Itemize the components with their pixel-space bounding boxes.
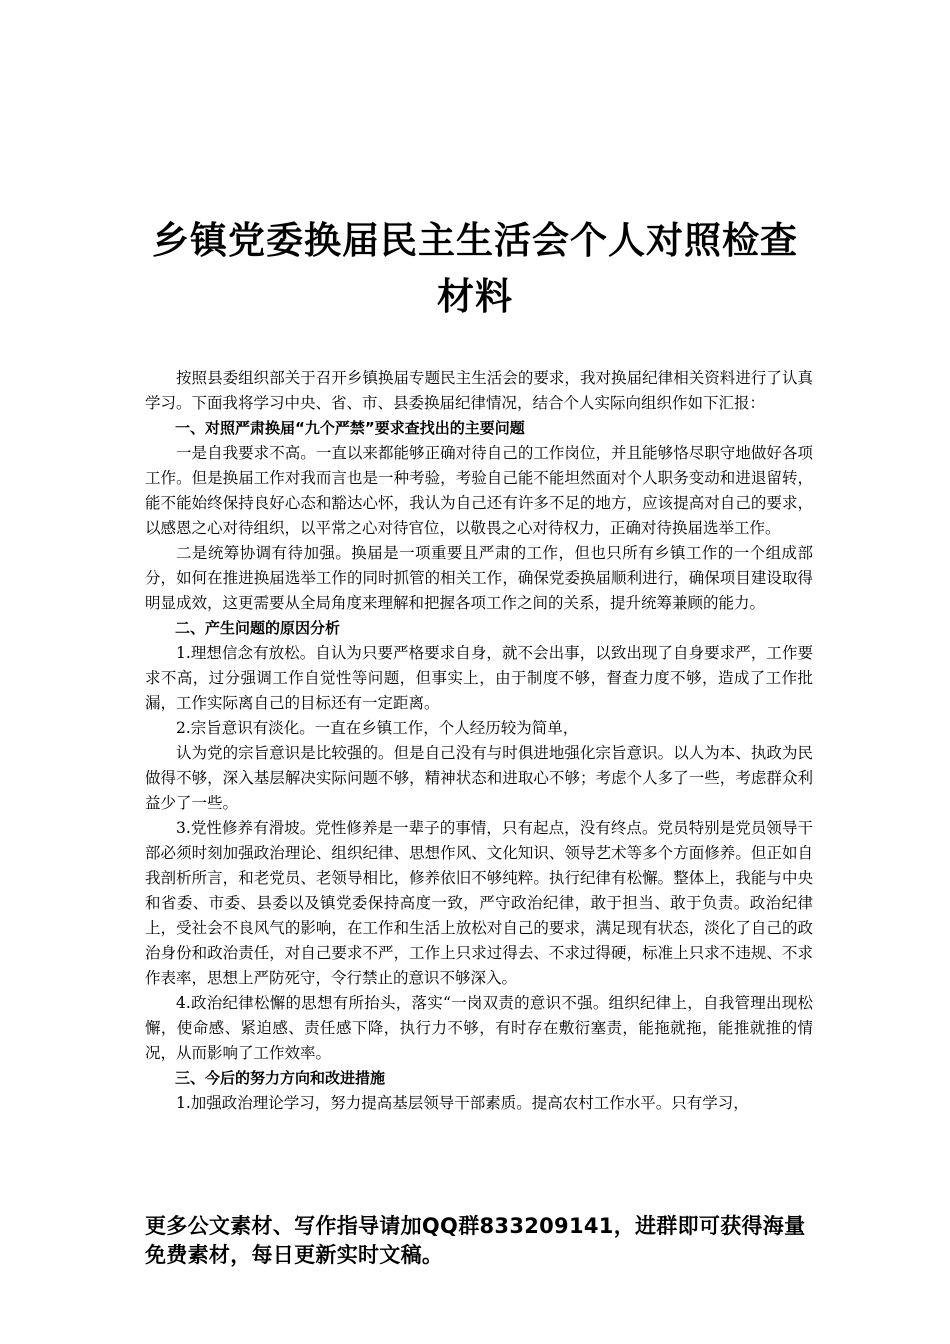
section-1-paragraph-2: 二是统筹协调有待加强。换届是一项重要且严肃的工作，但也只所有乡镇工作的一个组成部分，如何在推进换届选举工作的同时抓管的相关工作，确保党委换届顺利进行，确保项目建设取得明显成效，这更需要从全局角度来理解和把握各项工作之间的关系，提升统筹兼顾的能力。 [145,544,813,612]
section-2-paragraph-3: 认为党的宗旨意识是比较强的。但是自己没有与时俱进地强化宗旨意识。以人为本、执政为民做得不够，深入基层解决实际问题不够，精神状态和进取心不够；考虑个人多了一些，考虑群众利益少了一些。 [145,744,813,812]
section-2-paragraph-4: 3.党性修养有滑坡。党性修养是一辈子的事情，只有起点，没有终点。党员特别是党员领导干部必须时刻加强政治理论、组织纪律、思想作风、文化知识、领导艺术等多个方面修养。但正如自我剖析所言，和老党员、老领导相比，修养依旧不够纯粹。执行纪律有松懈。整体上，我能与中央和省委、市委、县委以及镇党委保持高度一致，严守政治纪律，敢于担当、敢于负责。政治纪律上，受社会不良风气的影响，在工作和生活上放松对自己的要求，满足现有状态，淡化了自己的政治身份和政治责任，对自己要求不严，工作上只求过得去、不求过得硬，标准上只求不违规、不求作表率，思想上严防死守，令行禁止的意识不够深入。 [145,819,813,987]
section-2-paragraph-1: 1.理想信念有放松。自认为只要严格要求自身，就不会出事，以致出现了自身要求严，工作要求不高，过分强调工作自觉性等问题，但事实上，由于制度不够，督查力度不够，造成了工作批漏，工作实际离自己的目标还有一定距离。 [145,644,813,712]
section-3-paragraph-1: 1.加强政治理论学习，努力提高基层领导干部素质。提高农村工作水平。只有学习， [176,1094,749,1112]
promo-banner-text: 更多公文素材、写作指导请加QQ群833209141，进群即可获得海量免费素材，每日更新实时文稿。 [145,1214,806,1267]
document-title: 乡镇党委换届民主生活会个人对照检查材料 [152,218,798,318]
section-2-heading: 二、产生问题的原因分析 [175,619,341,637]
intro-paragraph: 按照县委组织部关于召开乡镇换届专题民主生活会的要求，我对换届纪律相关资料进行了认真学习。下面我将学习中央、省、市、县委换届纪律情况，结合个人实际向组织作如下汇报： [145,369,813,412]
section-3-heading: 三、今后的努力方向和改进措施 [175,1069,386,1087]
document-body [145,366,813,1116]
section-2-paragraph-5: 4.政治纪律松懈的思想有所抬头，落实“一岗双责的意识不强。组织纪律上，自我管理出现松懈，使命感、紧迫感、责任感下降，执行力不够，有时存在敷衍塞责，能拖就拖，能推就推的情况，从而影响了工作效率。 [145,994,813,1062]
section-1-paragraph-1: 一是自我要求不高。一直以来都能够正确对待自己的工作岗位，并且能够恪尽职守地做好各项工作。但是换届工作对我而言也是一种考验，考验自己能不能坦然面对个人职务变动和进退留转，能不能始终保持良好心态和豁达心怀，我认为自己还有许多不足的地方，应该提高对自己的要求，以感恩之心对待组织，以平常之心对待官位，以敬畏之心对待权力，正确对待换届选举工作。 [145,444,813,537]
section-1-heading: 一、对照严肃换届“九个严禁”要求查找出的主要问题 [175,419,525,437]
section-2-paragraph-2: 2.宗旨意识有淡化。一直在乡镇工作，个人经历较为简单， [176,719,579,737]
